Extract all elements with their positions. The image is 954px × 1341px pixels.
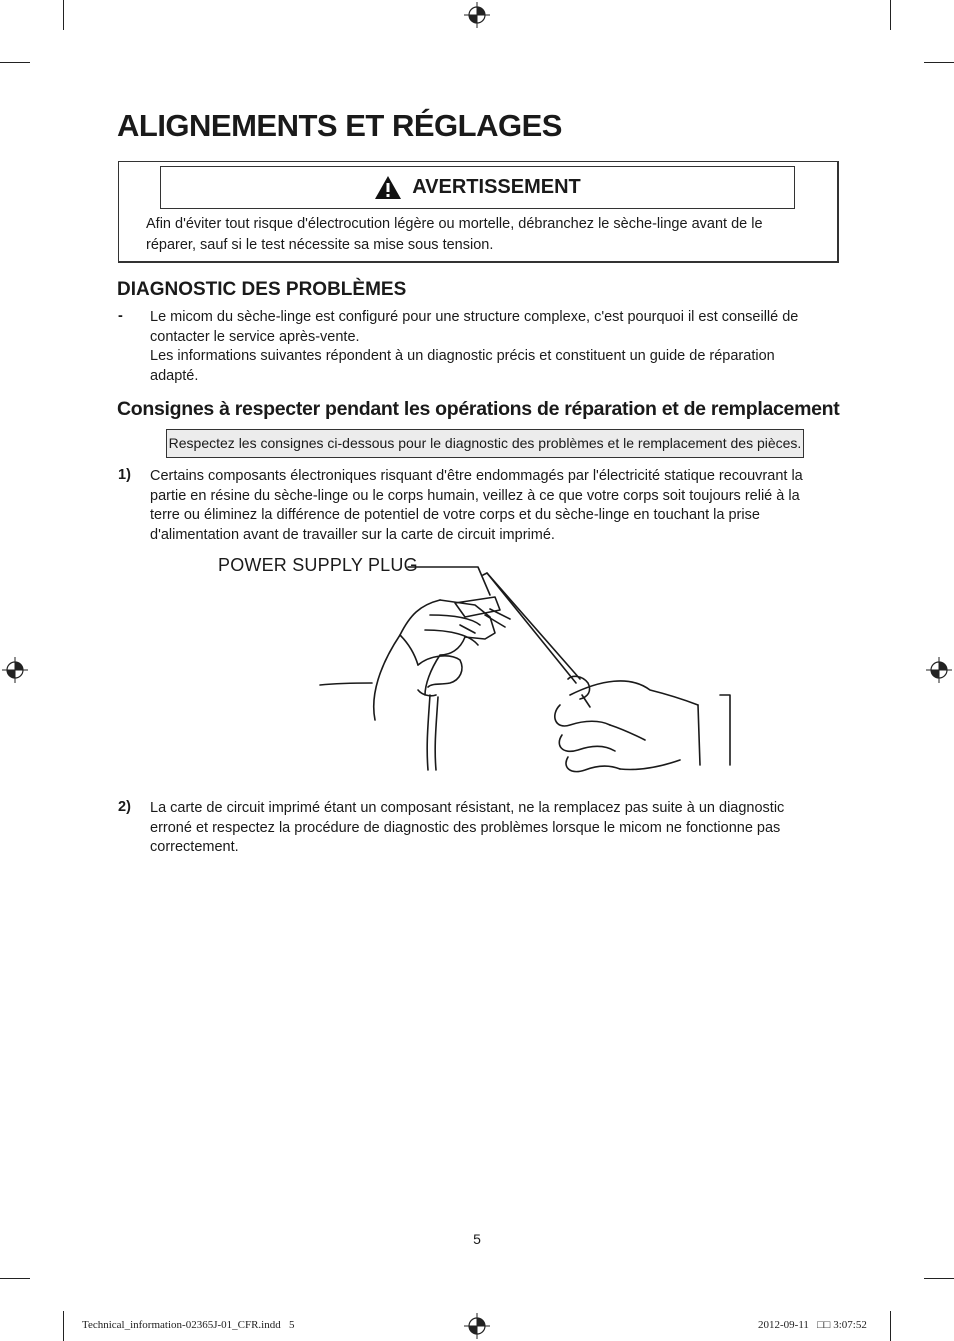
footer-timestamp: 2012-09-11 □□ 3:07:52 (758, 1319, 867, 1331)
warning-text: Afin d'éviter tout risque d'électrocution légère ou mortelle, débranchez le sèche-linge avant de le réparer, sauf si le test nécessite sa mise sous tension. (146, 216, 763, 253)
crop-mark (890, 1311, 891, 1341)
item-number: 2) (118, 799, 131, 815)
registration-mark-icon (924, 655, 954, 685)
diagnostic-line-2: Les informations suivantes répondent à un diagnostic précis et constituent un guide de réparation adapté. (150, 348, 775, 384)
consignes-note: Respectez les consignes ci-dessous pour le diagnostic des problèmes et le remplacement des pièces. (166, 429, 804, 458)
figure-label: POWER SUPPLY PLUG (218, 555, 418, 575)
crop-mark (890, 0, 891, 30)
footer-filename: Technical_information-02365J-01_CFR.indd 5 (82, 1319, 295, 1331)
item-text: Certains composants électroniques risquant d'être endommagés par l'électricité statique recouvrant la partie en résine du sèche-linge ou le corps humain, veillez à ce que votre corps soit toujours relié à la terre ou éliminez la différence de potentiel de votre corps et du sèche-linge en touchant la prise d'alimentation avant de travailler sur la carte de circuit imprimé. (150, 468, 803, 543)
crop-mark (0, 62, 30, 63)
crop-mark (63, 0, 64, 30)
warning-heading: AVERTISSEMENT (412, 176, 581, 198)
page-number: 5 (473, 1231, 481, 1247)
page-title: ALIGNEMENTS ET RÉGLAGES (117, 108, 562, 143)
registration-mark-icon (462, 1311, 492, 1341)
consignes-heading: Consignes à respecter pendant les opérations de réparation et de remplacement (117, 398, 840, 420)
registration-mark-icon (0, 655, 30, 685)
bullet-marker: - (118, 308, 123, 324)
warning-triangle-icon (374, 175, 402, 200)
crop-mark (924, 62, 954, 63)
plug-and-screwdriver-illustration (300, 555, 740, 780)
crop-mark (0, 1278, 30, 1279)
crop-mark (924, 1278, 954, 1279)
diagnostic-line-1: Le micom du sèche-linge est configuré pour une structure complexe, c'est pourquoi il est conseillé de contacter le service après-vente. (150, 309, 799, 345)
item-text: La carte de circuit imprimé étant un composant résistant, ne la remplacez pas suite à un diagnostic erroné et respectez la procédure de diagnostic des problèmes lorsque le micom ne fonctionne pas correctement. (150, 800, 785, 855)
item-number: 1) (118, 467, 131, 483)
diagnostic-heading: DIAGNOSTIC DES PROBLÈMES (117, 279, 407, 300)
crop-mark (63, 1311, 64, 1341)
warning-header (160, 166, 795, 209)
registration-mark-icon (462, 0, 492, 30)
